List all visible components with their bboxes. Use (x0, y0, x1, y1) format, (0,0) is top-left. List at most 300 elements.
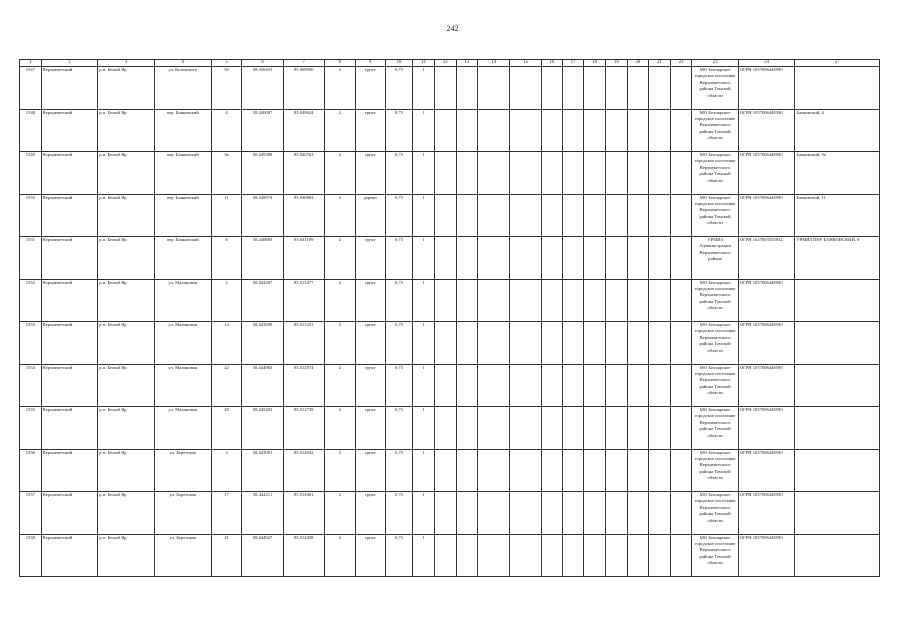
empty-cell (456, 492, 478, 535)
empty-cell (510, 407, 542, 450)
count-cell: 2 (324, 237, 355, 280)
surface-cell: грунт (355, 364, 385, 407)
empty-cell (542, 364, 563, 407)
count-cell: 2 (324, 322, 355, 365)
empty-cell (605, 279, 627, 322)
empty-cell (649, 534, 671, 577)
size-cell: 0,75 (385, 194, 413, 237)
empty-cell (627, 67, 649, 110)
house-cell: 11 (211, 194, 242, 237)
source-cell: Банковский, 11 (795, 194, 880, 237)
empty-cell (478, 279, 510, 322)
source-cell: УРМИЗ ПЕР. БАНКОВСКИЙ, 8 (795, 237, 880, 280)
empty-cell (605, 237, 627, 280)
empty-cell (434, 194, 456, 237)
size-cell: 0,75 (385, 237, 413, 280)
size-cell: 0,75 (385, 109, 413, 152)
quantity-cell: 1 (413, 364, 435, 407)
district-cell: Верхнекетский (41, 152, 98, 195)
empty-cell (670, 492, 692, 535)
surface-cell: грунт (355, 449, 385, 492)
empty-cell (478, 407, 510, 450)
owner-cell: МО Белоярское городское поселение Верхнекетского района Томской области (692, 492, 738, 535)
ogrn-cell: ОГРН 1057006448590 (738, 194, 795, 237)
longitude-cell: 85.040624 (283, 109, 324, 152)
empty-cell (510, 67, 542, 110)
empty-cell (456, 534, 478, 577)
header-row (20, 60, 880, 67)
latitude-cell: 58.449974 (242, 194, 283, 237)
column-header: 13 (456, 60, 478, 67)
source-cell (795, 492, 880, 535)
settlement-cell: р.п. Белый Яр (98, 152, 155, 195)
empty-cell (627, 109, 649, 152)
ogrn-cell: ОГРН 1057006448590 (738, 279, 795, 322)
count-cell: 2 (324, 152, 355, 195)
empty-cell (478, 492, 510, 535)
empty-cell (605, 364, 627, 407)
source-cell (795, 407, 880, 450)
empty-cell (670, 364, 692, 407)
district-cell: Верхнекетский (41, 237, 98, 280)
latitude-cell: 58.445203 (242, 407, 283, 450)
owner-cell: МО Белоярское городское поселение Верхнекетского района Томской области (692, 109, 738, 152)
ogrn-cell: ОГРН 1057006448590 (738, 322, 795, 365)
ogrn-cell: ОГРН 1057006448590 (738, 407, 795, 450)
column-header: 27 (795, 60, 880, 67)
empty-cell (542, 279, 563, 322)
quantity-cell: 1 (413, 109, 435, 152)
empty-cell (434, 67, 456, 110)
count-cell: 2 (324, 67, 355, 110)
empty-cell (542, 67, 563, 110)
street-cell: пер. Банковский (154, 109, 211, 152)
empty-cell (562, 407, 584, 450)
count-cell: 2 (324, 364, 355, 407)
street-cell: ул. Березовая (154, 449, 211, 492)
empty-cell (434, 492, 456, 535)
longitude-cell: 85.041109 (283, 237, 324, 280)
house-cell: 21 (211, 534, 242, 577)
empty-cell (670, 194, 692, 237)
empty-cell (434, 322, 456, 365)
empty-cell (584, 194, 606, 237)
empty-cell (478, 67, 510, 110)
owner-cell: МО Белоярское городское поселение Верхнекетского района Томской области (692, 534, 738, 577)
column-header: 19 (605, 60, 627, 67)
empty-cell (649, 492, 671, 535)
column-header: 14 (478, 60, 510, 67)
ogrn-cell: ОГРН 1057006448590 (738, 109, 795, 152)
house-cell: 22 (211, 364, 242, 407)
row-number-cell: 1552 (20, 279, 42, 322)
district-cell: Верхнекетский (41, 322, 98, 365)
empty-cell (478, 237, 510, 280)
quantity-cell: 1 (413, 534, 435, 577)
longitude-cell: 85.012974 (283, 364, 324, 407)
table-row (20, 364, 880, 407)
latitude-cell: 58.440803 (242, 237, 283, 280)
empty-cell (649, 407, 671, 450)
column-header: 18 (584, 60, 606, 67)
empty-cell (562, 492, 584, 535)
longitude-cell: 85.014358 (283, 534, 324, 577)
surface-cell: грунт (355, 322, 385, 365)
surface-cell: дерево (355, 194, 385, 237)
house-cell: 3 (211, 449, 242, 492)
size-cell: 0,75 (385, 67, 413, 110)
surface-cell: грунт (355, 534, 385, 577)
empty-cell (649, 364, 671, 407)
empty-cell (456, 322, 478, 365)
empty-cell (456, 67, 478, 110)
empty-cell (584, 534, 606, 577)
ogrn-cell: ОГРН 1057006448590 (738, 67, 795, 110)
size-cell: 0,75 (385, 152, 413, 195)
empty-cell (434, 237, 456, 280)
empty-cell (434, 534, 456, 577)
size-cell: 0,75 (385, 449, 413, 492)
row-number-cell: 1548 (20, 109, 42, 152)
empty-cell (456, 109, 478, 152)
count-cell: 2 (324, 492, 355, 535)
empty-cell (627, 364, 649, 407)
empty-cell (649, 194, 671, 237)
empty-cell (456, 194, 478, 237)
empty-cell (584, 279, 606, 322)
table-row (20, 152, 880, 195)
empty-cell (605, 109, 627, 152)
column-header: 7 (283, 60, 324, 67)
longitude-cell: 85.040803 (283, 194, 324, 237)
row-number-cell: 1551 (20, 237, 42, 280)
table-row (20, 322, 880, 365)
empty-cell (542, 194, 563, 237)
column-header: 6 (242, 60, 283, 67)
size-cell: 0,75 (385, 534, 413, 577)
empty-cell (542, 109, 563, 152)
row-number-cell: 1550 (20, 194, 42, 237)
empty-cell (670, 407, 692, 450)
longitude-cell: 85.014461 (283, 492, 324, 535)
empty-cell (478, 364, 510, 407)
empty-cell (510, 492, 542, 535)
street-cell: пер. Банковский (154, 237, 211, 280)
empty-cell (627, 534, 649, 577)
row-number-cell: 1555 (20, 407, 42, 450)
district-cell: Верхнекетский (41, 67, 98, 110)
empty-cell (434, 407, 456, 450)
empty-cell (434, 109, 456, 152)
house-cell: 2 (211, 279, 242, 322)
empty-cell (627, 449, 649, 492)
street-cell: ул. Березовая (154, 492, 211, 535)
column-header: 15 (510, 60, 542, 67)
empty-cell (584, 449, 606, 492)
source-cell: Банковский, 9а (795, 152, 880, 195)
empty-cell (649, 322, 671, 365)
size-cell: 0,75 (385, 492, 413, 535)
empty-cell (584, 237, 606, 280)
empty-cell (478, 322, 510, 365)
empty-cell (605, 407, 627, 450)
column-header: 22 (670, 60, 692, 67)
empty-cell (562, 237, 584, 280)
source-cell (795, 67, 880, 110)
source-cell (795, 364, 880, 407)
empty-cell (627, 152, 649, 195)
empty-cell (670, 109, 692, 152)
empty-cell (670, 322, 692, 365)
house-cell: 50 (211, 67, 242, 110)
district-cell: Верхнекетский (41, 449, 98, 492)
column-header: 20 (627, 60, 649, 67)
empty-cell (649, 449, 671, 492)
empty-cell (562, 67, 584, 110)
house-cell: 8 (211, 237, 242, 280)
empty-cell (456, 449, 478, 492)
empty-cell (584, 67, 606, 110)
column-header: 5 (211, 60, 242, 67)
empty-cell (456, 279, 478, 322)
empty-cell (562, 109, 584, 152)
house-cell: 14 (211, 322, 242, 365)
surface-cell: грунт (355, 152, 385, 195)
size-cell: 0,75 (385, 279, 413, 322)
longitude-cell: 85.013477 (283, 279, 324, 322)
empty-cell (584, 109, 606, 152)
column-header: 24 (738, 60, 795, 67)
surface-cell: грунт (355, 279, 385, 322)
empty-cell (542, 237, 563, 280)
owner-cell: МО Белоярское городское поселение Верхнекетского района Томской области (692, 67, 738, 110)
ogrn-cell: ОГРН 1057006448590 (738, 364, 795, 407)
empty-cell (670, 152, 692, 195)
empty-cell (605, 67, 627, 110)
empty-cell (542, 407, 563, 450)
count-cell: 2 (324, 449, 355, 492)
street-cell: ул. Малиновая (154, 364, 211, 407)
empty-cell (605, 152, 627, 195)
column-header: 10 (385, 60, 413, 67)
empty-cell (605, 534, 627, 577)
column-header: 3 (98, 60, 155, 67)
house-cell: 28 (211, 407, 242, 450)
settlement-cell: р.п. Белый Яр (98, 322, 155, 365)
street-cell: ул. Котовского (154, 67, 211, 110)
table-row (20, 109, 880, 152)
empty-cell (510, 322, 542, 365)
empty-cell (562, 194, 584, 237)
row-number-cell: 1549 (20, 152, 42, 195)
street-cell: ул. Малиновая (154, 322, 211, 365)
quantity-cell: 1 (413, 237, 435, 280)
settlement-cell: р.п. Белый Яр (98, 279, 155, 322)
count-cell: 2 (324, 109, 355, 152)
street-cell: пер. Банковский (154, 152, 211, 195)
owner-cell: УРМИЗ Администрации Верхнекетского района (692, 237, 738, 280)
latitude-cell: 58.444927 (242, 534, 283, 577)
empty-cell (605, 194, 627, 237)
empty-cell (649, 67, 671, 110)
column-header: 21 (649, 60, 671, 67)
empty-cell (649, 109, 671, 152)
empty-cell (562, 152, 584, 195)
empty-cell (510, 152, 542, 195)
empty-cell (584, 152, 606, 195)
street-cell: ул. Малиновая (154, 279, 211, 322)
registry-table (19, 59, 880, 577)
empty-cell (456, 237, 478, 280)
settlement-cell: р.п. Белый Яр (98, 364, 155, 407)
column-header: 17 (562, 60, 584, 67)
source-cell (795, 449, 880, 492)
owner-cell: МО Белоярское городское поселение Верхнекетского района Томской области (692, 322, 738, 365)
empty-cell (627, 407, 649, 450)
street-cell: пер. Банковский (154, 194, 211, 237)
size-cell: 0,75 (385, 407, 413, 450)
row-number-cell: 1558 (20, 534, 42, 577)
street-cell: ул. Малиновая (154, 407, 211, 450)
settlement-cell: р.п. Белый Яр (98, 237, 155, 280)
table-row (20, 492, 880, 535)
empty-cell (434, 152, 456, 195)
district-cell: Верхнекетский (41, 492, 98, 535)
empty-cell (542, 152, 563, 195)
column-header: 11 (413, 60, 435, 67)
quantity-cell: 1 (413, 449, 435, 492)
settlement-cell: р.п. Белый Яр (98, 67, 155, 110)
settlement-cell: р.п. Белый Яр (98, 534, 155, 577)
surface-cell: грунт (355, 237, 385, 280)
quantity-cell: 1 (413, 194, 435, 237)
empty-cell (456, 364, 478, 407)
column-header: 1 (20, 60, 42, 67)
latitude-cell: 58.444211 (242, 492, 283, 535)
empty-cell (434, 364, 456, 407)
count-cell: 2 (324, 279, 355, 322)
table-body (20, 67, 880, 577)
column-header: 23 (692, 60, 738, 67)
settlement-cell: р.п. Белый Яр (98, 492, 155, 535)
surface-cell: грунт (355, 109, 385, 152)
empty-cell (562, 322, 584, 365)
empty-cell (510, 364, 542, 407)
empty-cell (434, 449, 456, 492)
quantity-cell: 1 (413, 492, 435, 535)
empty-cell (510, 194, 542, 237)
settlement-cell: р.п. Белый Яр (98, 194, 155, 237)
surface-cell: грунт (355, 67, 385, 110)
empty-cell (510, 237, 542, 280)
quantity-cell: 1 (413, 407, 435, 450)
empty-cell (649, 152, 671, 195)
empty-cell (562, 449, 584, 492)
empty-cell (584, 364, 606, 407)
longitude-cell: 85.009930 (283, 67, 324, 110)
table-row (20, 449, 880, 492)
count-cell: 2 (324, 407, 355, 450)
size-cell: 0,75 (385, 364, 413, 407)
latitude-cell: 58.440087 (242, 109, 283, 152)
longitude-cell: 85.040763 (283, 152, 324, 195)
settlement-cell: р.п. Белый Яр (98, 407, 155, 450)
quantity-cell: 1 (413, 279, 435, 322)
empty-cell (627, 492, 649, 535)
column-header: 16 (542, 60, 563, 67)
ogrn-cell: ОГРН 1027003553932 (738, 237, 795, 280)
owner-cell: МО Белоярское городское поселение Верхнекетского района Томской области (692, 407, 738, 450)
quantity-cell: 1 (413, 67, 435, 110)
ogrn-cell: ОГРН 1057006448590 (738, 152, 795, 195)
column-header: 2 (41, 60, 98, 67)
source-cell (795, 534, 880, 577)
empty-cell (584, 492, 606, 535)
empty-cell (627, 322, 649, 365)
surface-cell: грунт (355, 492, 385, 535)
district-cell: Верхнекетский (41, 279, 98, 322)
table-row (20, 194, 880, 237)
table-row (20, 534, 880, 577)
table-row (20, 407, 880, 450)
ogrn-cell: ОГРН 1057006448590 (738, 449, 795, 492)
column-header: 9 (355, 60, 385, 67)
empty-cell (670, 449, 692, 492)
house-cell: 4 (211, 109, 242, 152)
empty-cell (605, 492, 627, 535)
ogrn-cell: ОГРН 1057006448590 (738, 534, 795, 577)
empty-cell (649, 279, 671, 322)
owner-cell: МО Белоярское городское поселение Верхнекетского района Томской области (692, 364, 738, 407)
empty-cell (542, 534, 563, 577)
quantity-cell: 1 (413, 152, 435, 195)
table-row (20, 279, 880, 322)
empty-cell (605, 449, 627, 492)
row-number-cell: 1553 (20, 322, 42, 365)
empty-cell (456, 407, 478, 450)
empty-cell (584, 407, 606, 450)
empty-cell (670, 67, 692, 110)
empty-cell (542, 449, 563, 492)
empty-cell (478, 109, 510, 152)
latitude-cell: 58.443001 (242, 449, 283, 492)
empty-cell (584, 322, 606, 365)
latitude-cell: 58.442307 (242, 279, 283, 322)
district-cell: Верхнекетский (41, 109, 98, 152)
empty-cell (627, 194, 649, 237)
row-number-cell: 1554 (20, 364, 42, 407)
surface-cell: грунт (355, 407, 385, 450)
empty-cell (456, 152, 478, 195)
empty-cell (478, 449, 510, 492)
empty-cell (627, 237, 649, 280)
longitude-cell: 85.013253 (283, 322, 324, 365)
district-cell: Верхнекетский (41, 194, 98, 237)
row-number-cell: 1557 (20, 492, 42, 535)
empty-cell (670, 534, 692, 577)
empty-cell (670, 237, 692, 280)
owner-cell: МО Белоярское городское поселение Верхнекетского района Томской области (692, 194, 738, 237)
empty-cell (605, 322, 627, 365)
district-cell: Верхнекетский (41, 407, 98, 450)
empty-cell (542, 492, 563, 535)
ogrn-cell: ОГРН 1057006448590 (738, 492, 795, 535)
row-number-cell: 1556 (20, 449, 42, 492)
owner-cell: МО Белоярское городское поселение Верхнекетского района Томской области (692, 152, 738, 195)
empty-cell (478, 194, 510, 237)
district-cell: Верхнекетский (41, 534, 98, 577)
empty-cell (542, 322, 563, 365)
